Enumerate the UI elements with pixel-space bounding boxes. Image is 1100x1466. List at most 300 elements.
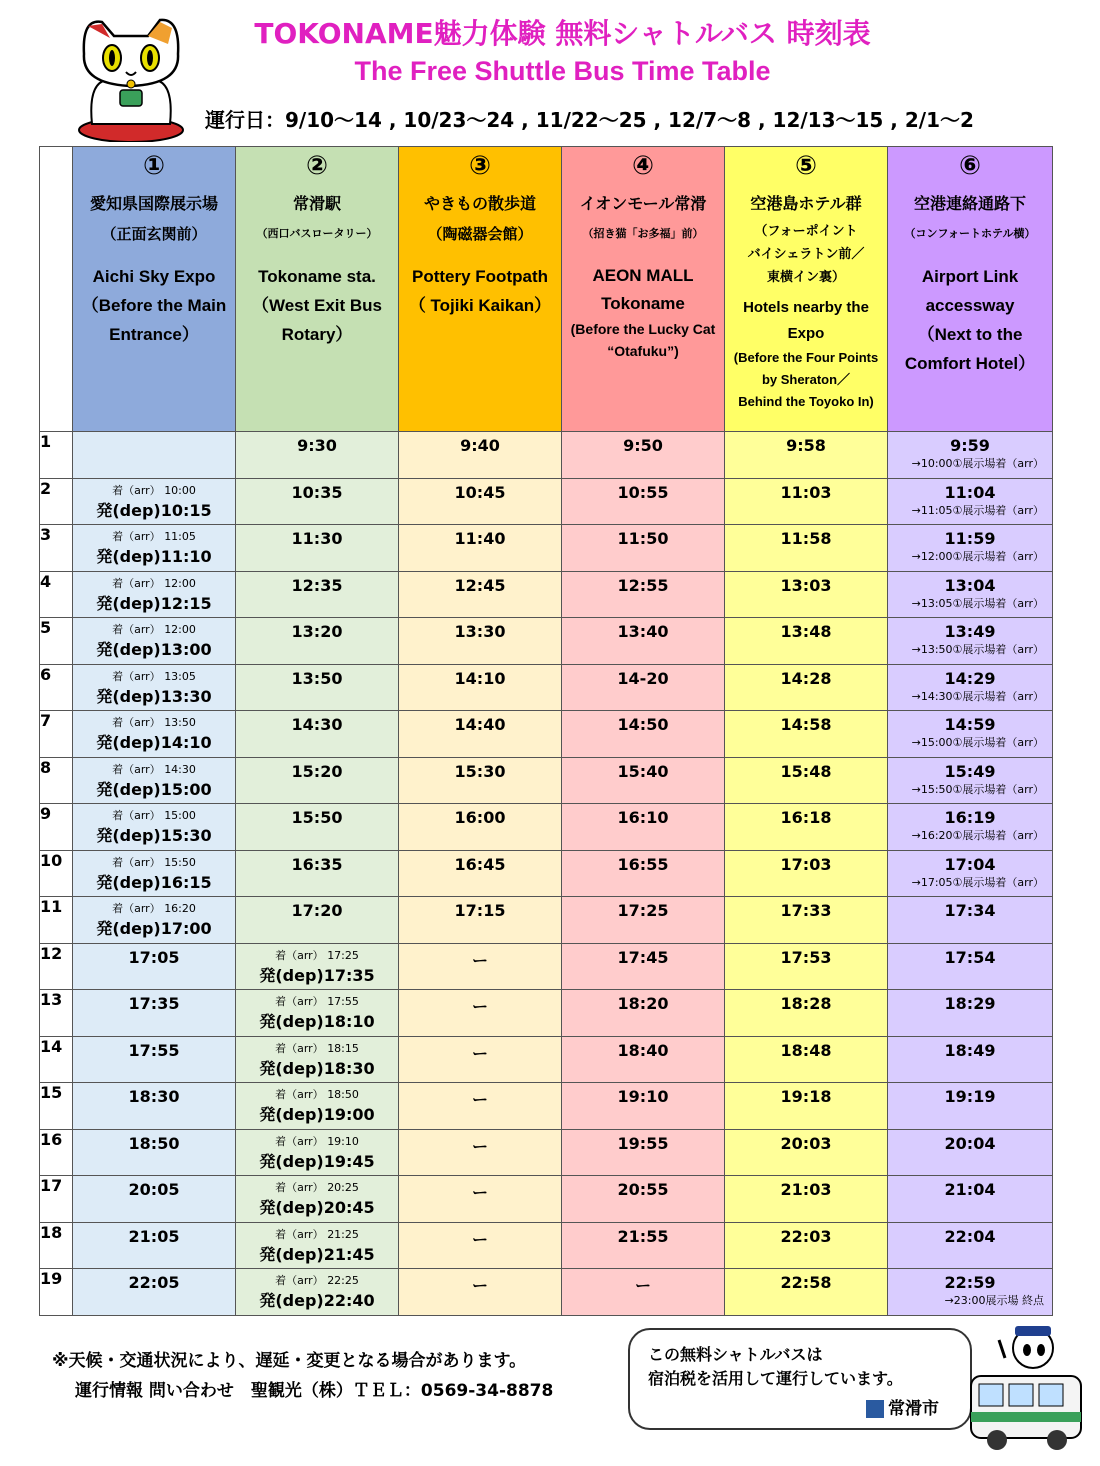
title-english: The Free Shuttle Bus Time Table (354, 56, 771, 86)
stop-1-header: ① 愛知県国際展示場 （正面玄関前） Aichi Sky Expo （Before the Main Entrance） (73, 147, 236, 432)
bubble-line-1: この無料シャトルバスは (648, 1345, 823, 1364)
row-number: 7 (40, 711, 73, 758)
stop-6-time (888, 757, 1053, 804)
arrival-time: 着（arr） 19:10 (275, 1134, 359, 1148)
stop-1-time (73, 1222, 236, 1269)
stop-1-time (73, 990, 236, 1037)
stop-5-time (725, 850, 888, 897)
arrival-note: →13:05①展示場着（arr） (911, 596, 1044, 610)
stop-2-time (236, 1269, 399, 1316)
city-name: 常滑市 (888, 1399, 939, 1419)
time-value: 20:03 (780, 1133, 832, 1153)
departure-time: 発(dep)19:00 (259, 1105, 375, 1124)
time-value: 12:55 (617, 575, 669, 595)
stop-4-time (562, 990, 725, 1037)
row-number: 5 (40, 618, 73, 665)
row-number: 1 (40, 432, 73, 479)
time-value: ー (471, 1276, 488, 1295)
stop-3-time (399, 850, 562, 897)
row-number: 2 (40, 478, 73, 525)
stop-3-time (399, 990, 562, 1037)
arrival-time: 着（arr） 22:25 (275, 1274, 359, 1287)
stop-1-time (73, 897, 236, 944)
table-row (40, 1176, 1053, 1223)
time-value: ー (471, 950, 488, 970)
time-value: 9:30 (297, 436, 337, 455)
time-value: 11:03 (780, 482, 832, 502)
stop-6-time (888, 478, 1053, 525)
arrival-time: 着（arr） 13:50 (112, 716, 196, 729)
stop-3-time (399, 618, 562, 665)
stop-1-time (73, 1176, 236, 1223)
stop-4-time (562, 432, 725, 479)
row-number: 14 (40, 1036, 73, 1083)
arrival-note: →13:50①展示場着（arr） (911, 643, 1044, 656)
stop-6-time (888, 711, 1053, 758)
arrival-time: 着（arr） 17:55 (275, 995, 359, 1008)
time-value: ー (634, 1276, 651, 1295)
row-number-header (40, 147, 73, 432)
stop-3-time (399, 571, 562, 618)
stop-6-header: ⑥ 空港連絡通路下 （コンフォートホテル横） Airport Link accessway （Next to the Comfort Hotel） (888, 147, 1053, 432)
stop-3-time (399, 1176, 562, 1223)
row-number: 16 (40, 1129, 73, 1176)
stop-4-time (562, 711, 725, 758)
stop-2-time (236, 432, 399, 479)
departure-time: 発(dep)17:00 (96, 919, 212, 938)
stop-3-time (399, 943, 562, 990)
time-value: 10:35 (291, 482, 343, 502)
time-value: 13:50 (291, 668, 343, 688)
contact-info: 運行情報 問い合わせ 聖観光（株）ＴＥＬ：0569-34-8878 (75, 1381, 554, 1401)
arrival-note: →12:00①展示場着（arr） (911, 550, 1044, 563)
time-value: 17:25 (617, 901, 669, 920)
time-value (73, 432, 235, 436)
stop-2-time (236, 478, 399, 525)
time-value: 9:50 (623, 436, 663, 455)
arrival-note: →14:30①展示場着（arr） (911, 689, 1044, 703)
city-emblem-icon (866, 1400, 884, 1418)
time-value: 15:30 (454, 761, 506, 781)
time-value: 18:48 (780, 1040, 832, 1060)
arrival-note: →23:00展示場 終点 (944, 1294, 1044, 1307)
table-row (40, 897, 1053, 944)
time-value: 14:10 (454, 668, 506, 688)
time-value: 18:29 (944, 994, 996, 1013)
stop-5-time (725, 478, 888, 525)
time-value: 15:49 (944, 761, 996, 781)
row-number: 6 (40, 664, 73, 711)
time-value: 16:18 (780, 808, 832, 827)
arrival-note: →10:00①展示場着（arr） (911, 457, 1044, 470)
timetable (39, 146, 1053, 1316)
time-value: 14:29 (944, 668, 996, 688)
time-value: 22:05 (128, 1273, 180, 1292)
stop-5-time (725, 1083, 888, 1130)
time-value: ー (471, 1136, 488, 1156)
stop-6-time (888, 990, 1053, 1037)
stop-4-time (562, 757, 725, 804)
time-value: 16:45 (454, 854, 506, 874)
time-value: 17:35 (128, 994, 180, 1013)
time-value: 19:18 (780, 1087, 832, 1106)
time-value: 14:30 (291, 715, 343, 734)
table-row (40, 757, 1053, 804)
table-row (40, 943, 1053, 990)
stop-6-time (888, 1036, 1053, 1083)
row-number: 18 (40, 1222, 73, 1269)
stop-3-time (399, 757, 562, 804)
time-value: 17:55 (128, 1040, 180, 1060)
stop-5-time (725, 571, 888, 618)
arrival-note: →15:50①展示場着（arr） (911, 782, 1044, 796)
time-value: 17:03 (780, 854, 832, 874)
stop-2-time (236, 897, 399, 944)
stop-3-time (399, 711, 562, 758)
row-number: 13 (40, 990, 73, 1037)
arrival-time: 着（arr） 13:05 (112, 669, 196, 683)
time-value: 16:10 (617, 808, 669, 827)
departure-time: 発(dep)13:30 (96, 686, 212, 706)
time-value: 14:28 (780, 668, 832, 688)
stop-1-time (73, 757, 236, 804)
time-value: 17:05 (128, 947, 180, 967)
table-row (40, 711, 1053, 758)
arrival-note: →11:05①展示場着（arr） (911, 503, 1044, 517)
stop-6-time (888, 1176, 1053, 1223)
row-number: 19 (40, 1269, 73, 1316)
time-value: ー (471, 1229, 488, 1249)
time-value: 11:58 (780, 529, 832, 548)
time-value: ー (471, 1043, 488, 1063)
row-number: 17 (40, 1176, 73, 1223)
stop-6-time (888, 525, 1053, 572)
arrival-time: 着（arr） 11:05 (112, 530, 196, 543)
row-number: 4 (40, 571, 73, 618)
stop-6-time (888, 618, 1053, 665)
stop-2-time (236, 757, 399, 804)
time-value: 14:40 (454, 715, 506, 734)
departure-time: 発(dep)16:15 (96, 872, 212, 892)
time-value: 10:55 (617, 482, 669, 502)
table-row (40, 990, 1053, 1037)
time-value: 18:49 (944, 1040, 996, 1060)
row-number: 11 (40, 897, 73, 944)
delay-notice: ※天候・交通状況により、遅延・変更となる場合があります。 (52, 1351, 527, 1371)
stop-3-time (399, 432, 562, 479)
timetable-body (40, 432, 1053, 1316)
time-value: 11:30 (291, 529, 343, 548)
time-value: 16:19 (944, 808, 996, 827)
stop-4-time (562, 1269, 725, 1316)
stop-2-time (236, 1036, 399, 1083)
time-value: 14-20 (617, 668, 669, 688)
table-row (40, 571, 1053, 618)
time-value: 16:35 (291, 854, 343, 874)
stop-1-time (73, 525, 236, 572)
table-row (40, 525, 1053, 572)
row-number: 3 (40, 525, 73, 572)
time-value: 20:55 (617, 1180, 669, 1199)
time-value: 9:58 (786, 436, 826, 455)
arrival-time: 着（arr） 12:00 (112, 623, 196, 636)
stop-2-time (236, 525, 399, 572)
arrival-time: 着（arr） 15:50 (112, 855, 196, 869)
table-row (40, 1129, 1053, 1176)
stop-6-time (888, 1269, 1053, 1316)
speech-bubble (628, 1328, 972, 1430)
stop-1-time (73, 571, 236, 618)
stop-2-time (236, 1083, 399, 1130)
stop-2-time (236, 664, 399, 711)
arrival-note: →17:05①展示場着（arr） (911, 875, 1044, 889)
row-number: 15 (40, 1083, 73, 1130)
time-value: 18:30 (128, 1087, 180, 1106)
time-value: 21:05 (128, 1226, 180, 1246)
bubble-line-2: 宿泊税を活用して運行しています。 (648, 1369, 903, 1388)
stop-4-time (562, 1036, 725, 1083)
stop-2-time (236, 1176, 399, 1223)
time-value: 17:54 (944, 947, 996, 967)
departure-time: 発(dep)15:30 (96, 826, 212, 845)
stop-5-time (725, 664, 888, 711)
time-value: 15:48 (780, 761, 832, 781)
stop-5-time (725, 943, 888, 990)
arrival-note: →15:00①展示場着（arr） (911, 736, 1044, 749)
stop-2-time (236, 1129, 399, 1176)
table-row (40, 618, 1053, 665)
stop-1-time (73, 1083, 236, 1130)
time-value: ー (471, 1183, 488, 1202)
stop-4-time (562, 525, 725, 572)
time-value: ー (471, 1090, 488, 1109)
time-value: 12:45 (454, 575, 506, 595)
time-value: 20:05 (128, 1180, 180, 1199)
table-row (40, 850, 1053, 897)
time-value: 11:04 (944, 482, 996, 502)
stop-1-time (73, 618, 236, 665)
stop-1-time (73, 1036, 236, 1083)
stop-4-time (562, 1176, 725, 1223)
stop-3-time (399, 525, 562, 572)
stop-2-time (236, 850, 399, 897)
time-value: 17:04 (944, 854, 996, 874)
stop-3-time (399, 1222, 562, 1269)
time-value: 22:03 (780, 1226, 832, 1246)
time-value: 13:30 (454, 622, 506, 641)
departure-time: 発(dep)21:45 (259, 1244, 375, 1264)
stop-1-time (73, 711, 236, 758)
stop-5-time (725, 804, 888, 851)
table-row (40, 1083, 1053, 1130)
stop-6-time (888, 1222, 1053, 1269)
time-value: 9:59 (950, 436, 990, 455)
stop-2-time (236, 571, 399, 618)
stop-3-time (399, 664, 562, 711)
table-row (40, 804, 1053, 851)
stop-5-time (725, 1176, 888, 1223)
stop-3-time (399, 478, 562, 525)
city-logo (866, 1394, 939, 1419)
stop-5-time (725, 1222, 888, 1269)
departure-time: 発(dep)18:10 (259, 1012, 375, 1031)
arrival-time: 着（arr） 15:00 (112, 809, 196, 822)
time-value: 18:20 (617, 994, 669, 1013)
time-value: 19:55 (617, 1133, 669, 1153)
time-value: 14:58 (780, 715, 832, 734)
stop-5-time (725, 897, 888, 944)
stop-5-time (725, 618, 888, 665)
operating-days: 運行日：9/10～14 , 10/23～24 , 11/22～25 , 12/7～8 , 12/13～15 , 2/1～2 (205, 108, 974, 132)
time-value: 15:50 (291, 808, 343, 827)
time-value: 17:20 (291, 901, 343, 920)
stop-1-time (73, 804, 236, 851)
departure-time: 発(dep)15:00 (96, 779, 212, 799)
stop-6-time (888, 804, 1053, 851)
time-value: 21:55 (617, 1226, 669, 1246)
stop-3-time (399, 897, 562, 944)
stop-2-header: ② 常滑駅 （西口バスロータリー） Tokoname sta. （West Exit Bus Rotary） (236, 147, 399, 432)
stop-2-time (236, 943, 399, 990)
time-value: 14:50 (617, 715, 669, 734)
time-value: 11:50 (617, 529, 669, 548)
stop-1-time (73, 478, 236, 525)
stop-3-time (399, 804, 562, 851)
stop-5-time (725, 711, 888, 758)
time-value: 16:55 (617, 854, 669, 874)
stop-6-time (888, 943, 1053, 990)
time-value: 13:03 (780, 575, 832, 595)
stop-4-time (562, 618, 725, 665)
stop-2-time (236, 990, 399, 1037)
time-value: 17:15 (454, 901, 506, 920)
row-number: 9 (40, 804, 73, 851)
time-value: 21:03 (780, 1180, 832, 1199)
row-number: 8 (40, 757, 73, 804)
stop-2-time (236, 711, 399, 758)
time-value: 13:48 (780, 622, 832, 641)
stop-4-time (562, 804, 725, 851)
stop-6-time (888, 1129, 1053, 1176)
time-value: 17:33 (780, 901, 832, 920)
arrival-time: 着（arr） 17:25 (275, 948, 359, 962)
table-row (40, 1269, 1053, 1316)
departure-time: 発(dep)12:15 (96, 593, 212, 613)
time-value: 15:40 (617, 761, 669, 781)
stop-6-time (888, 664, 1053, 711)
time-value: 22:58 (780, 1273, 832, 1292)
time-value: 12:35 (291, 575, 343, 595)
stop-3-time (399, 1129, 562, 1176)
time-value: 19:19 (944, 1087, 996, 1106)
stop-4-time (562, 1222, 725, 1269)
time-value: 9:40 (460, 436, 500, 455)
stop-4-time (562, 1129, 725, 1176)
row-number: 12 (40, 943, 73, 990)
time-value: 20:04 (944, 1133, 996, 1153)
stop-3-time (399, 1269, 562, 1316)
time-value: 22:59 (944, 1273, 996, 1292)
stop-2-time (236, 804, 399, 851)
stop-4-time (562, 897, 725, 944)
time-value: 10:45 (454, 482, 506, 502)
table-row (40, 1036, 1053, 1083)
stop-4-time (562, 571, 725, 618)
table-row (40, 432, 1053, 479)
stop-5-header: ⑤ 空港島ホテル群 （フォーポイント バイシェラトン前／ 東横イン裏） Hotels nearby the Expo (Before the Four Points by Sheraton／ Behind the Toyoko In) (725, 147, 888, 432)
time-value: 13:40 (617, 622, 669, 641)
title-japanese: TOKONAME魅力体験 無料シャトルバス 時刻表 (254, 17, 871, 50)
time-value: 18:50 (128, 1133, 180, 1153)
time-value: 18:28 (780, 994, 832, 1013)
time-value: 17:34 (944, 901, 996, 920)
stop-3-header: ③ やきもの散歩道 （陶磁器会館） Pottery Footpath （ Tojiki Kaikan） (399, 147, 562, 432)
stop-4-time (562, 664, 725, 711)
stop-3-time (399, 1083, 562, 1130)
time-value: 13:04 (944, 575, 996, 595)
stop-5-time (725, 990, 888, 1037)
time-value: 15:20 (291, 761, 343, 781)
stop-5-time (725, 1269, 888, 1316)
stop-5-time (725, 1129, 888, 1176)
stop-5-time (725, 1036, 888, 1083)
arrival-time: 着（arr） 14:30 (112, 762, 196, 776)
departure-time: 発(dep)17:35 (259, 965, 375, 985)
stop-1-time (73, 1269, 236, 1316)
time-value: ー (471, 997, 488, 1016)
stop-5-time (725, 432, 888, 479)
stop-4-time (562, 943, 725, 990)
stop-6-time (888, 850, 1053, 897)
departure-time: 発(dep)20:45 (259, 1198, 375, 1217)
arrival-time: 着（arr） 10:00 (112, 483, 196, 497)
stop-1-time (73, 1129, 236, 1176)
stop-1-time (73, 432, 236, 479)
stop-2-time (236, 618, 399, 665)
stop-4-time (562, 478, 725, 525)
time-value: 18:40 (617, 1040, 669, 1060)
time-value: 17:45 (617, 947, 669, 967)
stop-6-time (888, 571, 1053, 618)
time-value: 21:04 (944, 1180, 996, 1199)
time-value: 19:10 (617, 1087, 669, 1106)
departure-time: 発(dep)13:00 (96, 640, 212, 659)
stop-1-time (73, 664, 236, 711)
time-value: 13:49 (944, 622, 996, 641)
stop-6-time (888, 897, 1053, 944)
table-row (40, 478, 1053, 525)
departure-time: 発(dep)22:40 (259, 1291, 375, 1310)
stop-4-header: ④ イオンモール常滑 （招き猫「お多福」前） AEON MALL Tokoname (Before the Lucky Cat “Otafuku”) (562, 147, 725, 432)
stop-2-time (236, 1222, 399, 1269)
stop-6-time (888, 432, 1053, 479)
time-value: 14:59 (944, 715, 996, 734)
stop-1-time (73, 850, 236, 897)
arrival-time: 着（arr） 16:20 (112, 902, 196, 915)
time-value: 22:04 (944, 1226, 996, 1246)
time-value: 17:53 (780, 947, 832, 967)
time-value: 11:40 (454, 529, 506, 548)
stop-4-time (562, 1083, 725, 1130)
table-row (40, 664, 1053, 711)
departure-time: 発(dep)11:10 (96, 547, 212, 566)
arrival-time: 着（arr） 18:15 (275, 1041, 359, 1055)
time-value: 13:20 (291, 622, 343, 641)
stop-5-time (725, 525, 888, 572)
time-value: 16:00 (454, 808, 506, 827)
table-row (40, 1222, 1053, 1269)
departure-time: 発(dep)10:15 (96, 500, 212, 520)
